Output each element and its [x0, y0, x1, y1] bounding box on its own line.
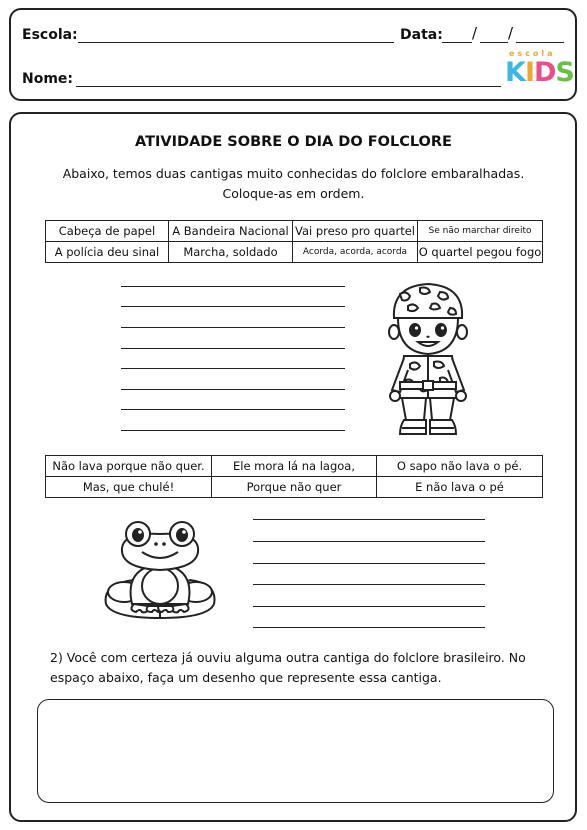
- table-cell: Vai preso pro quartel: [293, 221, 418, 242]
- school-field[interactable]: [78, 42, 394, 43]
- school-label: Escola:: [22, 27, 78, 43]
- table-cell: Ele mora lá na lagoa,: [212, 456, 377, 477]
- answer-line[interactable]: [121, 327, 345, 328]
- answer-line[interactable]: [121, 430, 345, 431]
- instruction-line-2: Coloque-as em ordem.: [222, 186, 365, 201]
- table-cell: A polícia deu sinal: [46, 242, 169, 263]
- answer-line[interactable]: [121, 348, 345, 349]
- table-cell: A Bandeira Nacional: [169, 221, 293, 242]
- answer-line[interactable]: [253, 606, 485, 607]
- escola-kids-logo: [505, 47, 574, 93]
- table-row: [46, 242, 543, 263]
- table-cell: Se não marchar direito: [418, 221, 543, 242]
- answer-line[interactable]: [253, 627, 485, 628]
- question-2: 2) Você com certeza já ouviu alguma outra cantiga do folclore brasileiro. No espaço abaixo, faça um desenho que represente essa cantiga.: [50, 650, 526, 685]
- answer-line[interactable]: [121, 389, 345, 390]
- table-cell: Mas, que chulé!: [46, 477, 212, 498]
- table-cell: Marcha, soldado: [169, 242, 293, 263]
- table-cell: O quartel pegou fogo: [418, 242, 543, 263]
- name-field[interactable]: [76, 86, 501, 87]
- table-cell: Não lava porque não quer.: [46, 456, 212, 477]
- song2-word-table: [45, 455, 543, 498]
- drawing-area[interactable]: [37, 699, 554, 803]
- table-cell: Acorda, acorda, acorda: [293, 242, 418, 263]
- header-box: [9, 8, 577, 101]
- date-day-field[interactable]: [442, 42, 472, 43]
- table-cell: Cabeça de papel: [46, 221, 169, 242]
- table-row: [46, 477, 543, 498]
- table-cell: Porque não quer: [212, 477, 377, 498]
- song1-word-table: [45, 220, 543, 263]
- answer-line[interactable]: [253, 519, 485, 520]
- date-label: Data:: [400, 27, 443, 43]
- date-separator: /: [508, 24, 514, 42]
- answer-line[interactable]: [253, 563, 485, 564]
- date-separator: /: [472, 24, 478, 42]
- answer-line[interactable]: [253, 541, 485, 542]
- answer-line[interactable]: [121, 306, 345, 307]
- frog-illustration: [98, 518, 222, 620]
- instruction-line-1: Abaixo, temos duas cantigas muito conhecidas do folclore embaralhadas.: [62, 166, 525, 181]
- table-row: [46, 221, 543, 242]
- date-month-field[interactable]: [480, 42, 508, 43]
- table-cell: O sapo não lava o pé.: [377, 456, 543, 477]
- logo-top-text: escola: [509, 49, 556, 58]
- answer-line[interactable]: [121, 368, 345, 369]
- answer-line[interactable]: [121, 409, 345, 410]
- answer-line[interactable]: [121, 286, 345, 287]
- logo-main-text: KIDS: [505, 57, 574, 88]
- date-year-field[interactable]: [516, 42, 564, 43]
- soldier-illustration: [380, 278, 476, 440]
- table-row: [46, 456, 543, 477]
- answer-line[interactable]: [253, 584, 485, 585]
- table-cell: E não lava o pé: [377, 477, 543, 498]
- name-label: Nome:: [22, 71, 74, 87]
- page-title: ATIVIDADE SOBRE O DIA DO FOLCLORE: [135, 134, 452, 150]
